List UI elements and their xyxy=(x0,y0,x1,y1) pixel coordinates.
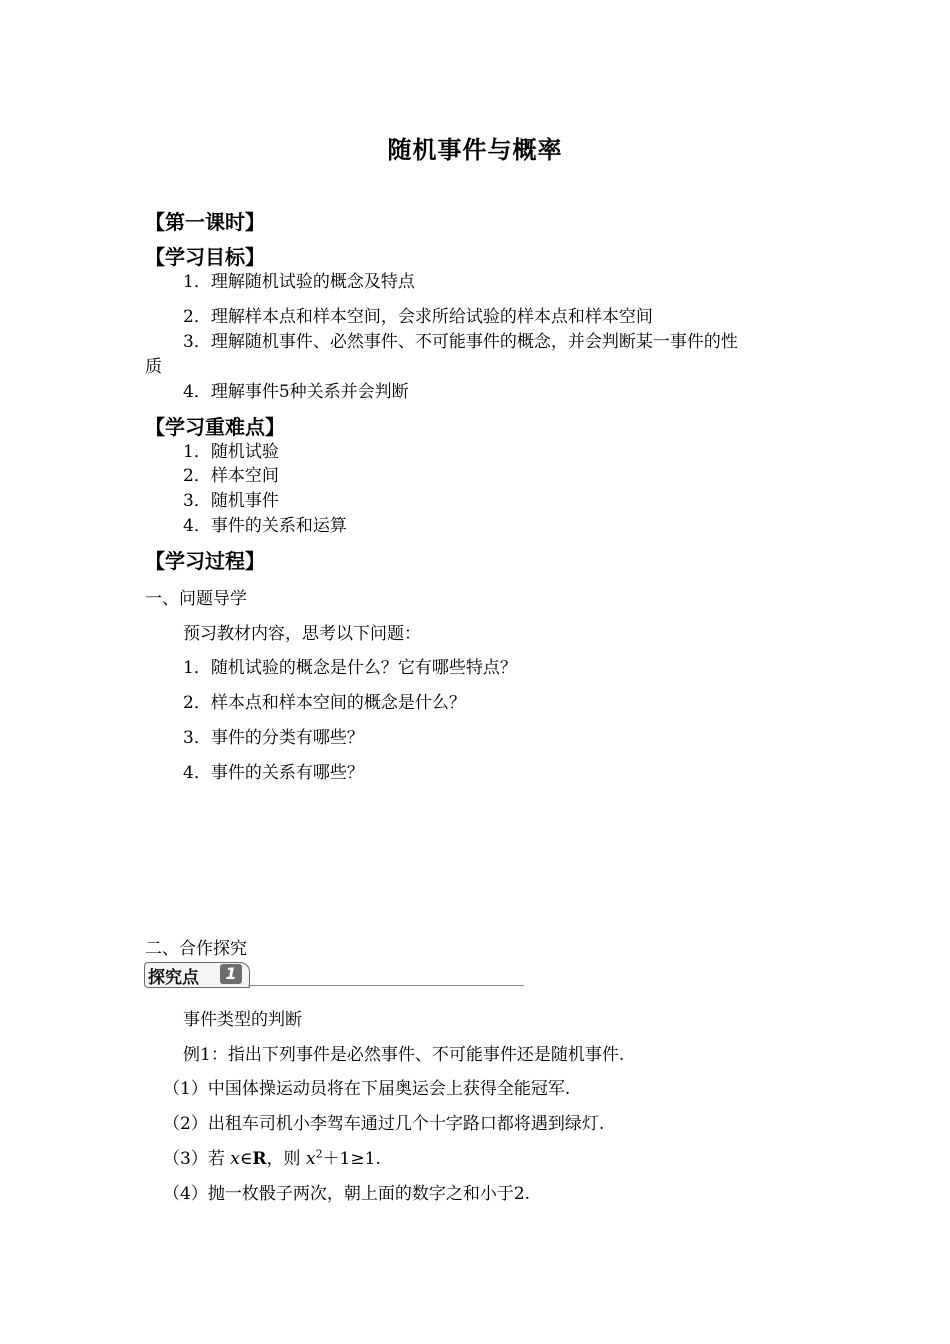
math-var-x: x xyxy=(230,1149,240,1169)
goal-item: 4．理解事件5种关系并会判断 xyxy=(183,382,409,402)
math-var-x2: x xyxy=(305,1149,316,1169)
goal-item: 3．理解随机事件、必然事件、不可能事件的概念，并会判断某一事件的性 xyxy=(183,332,738,352)
key-point-item: 3．随机事件 xyxy=(183,491,279,511)
example-item-math xyxy=(163,1144,381,1169)
badge-underline xyxy=(248,985,524,986)
topic-title: 事件类型的判断 xyxy=(183,1010,302,1030)
question-item: 3．事件的分类有哪些？ xyxy=(183,728,364,748)
example-item: （4）抛一枚骰子两次，朝上面的数字之和小于2. xyxy=(163,1184,531,1204)
key-points-heading: 【学习重难点】 xyxy=(145,415,285,439)
question-item: 1．随机试验的概念是什么？它有哪些特点？ xyxy=(183,658,517,678)
section-intro: 预习教材内容，思考以下问题： xyxy=(183,624,421,644)
question-item: 2．样本点和样本空间的概念是什么？ xyxy=(183,693,466,713)
key-point-item: 4．事件的关系和运算 xyxy=(183,516,347,536)
goal-item: 1．理解随机试验的概念及特点 xyxy=(183,272,415,292)
key-point-item: 1．随机试验 xyxy=(183,442,279,462)
example-item: （1）中国体操运动员将在下届奥运会上获得全能冠军. xyxy=(163,1079,571,1099)
example-item: （2）出租车司机小李驾车通过几个十字路口都将遇到绿灯. xyxy=(163,1114,605,1134)
section-title: 二、合作探究 xyxy=(145,939,247,959)
explore-point-badge xyxy=(144,962,524,988)
goal-item: 2．理解样本点和样本空间，会求所给试验的样本点和样本空间 xyxy=(183,307,653,327)
math-set-r: R xyxy=(252,1149,267,1169)
math-rest: ＋1≥1. xyxy=(322,1149,381,1169)
math-exponent: 2 xyxy=(315,1147,323,1161)
goal-item-continuation: 质 xyxy=(145,357,162,377)
goals-heading: 【学习目标】 xyxy=(145,245,265,269)
lesson-heading: 【第一课时】 xyxy=(145,210,265,234)
question-item: 4．事件的关系有哪些？ xyxy=(183,763,364,783)
badge-number: 1 xyxy=(220,964,242,984)
example-prompt: 例1：指出下列事件是必然事件、不可能事件还是随机事件. xyxy=(183,1045,625,1065)
math-then: ，则 xyxy=(266,1149,306,1169)
process-heading: 【学习过程】 xyxy=(145,549,265,573)
section-title: 一、问题导学 xyxy=(145,589,247,609)
page-title: 随机事件与概率 xyxy=(387,136,563,164)
math-prefix: （3）若 xyxy=(163,1149,231,1169)
badge-label: 探究点 xyxy=(148,968,199,988)
key-point-item: 2．样本空间 xyxy=(183,466,279,486)
math-member: ∈ xyxy=(239,1149,253,1169)
